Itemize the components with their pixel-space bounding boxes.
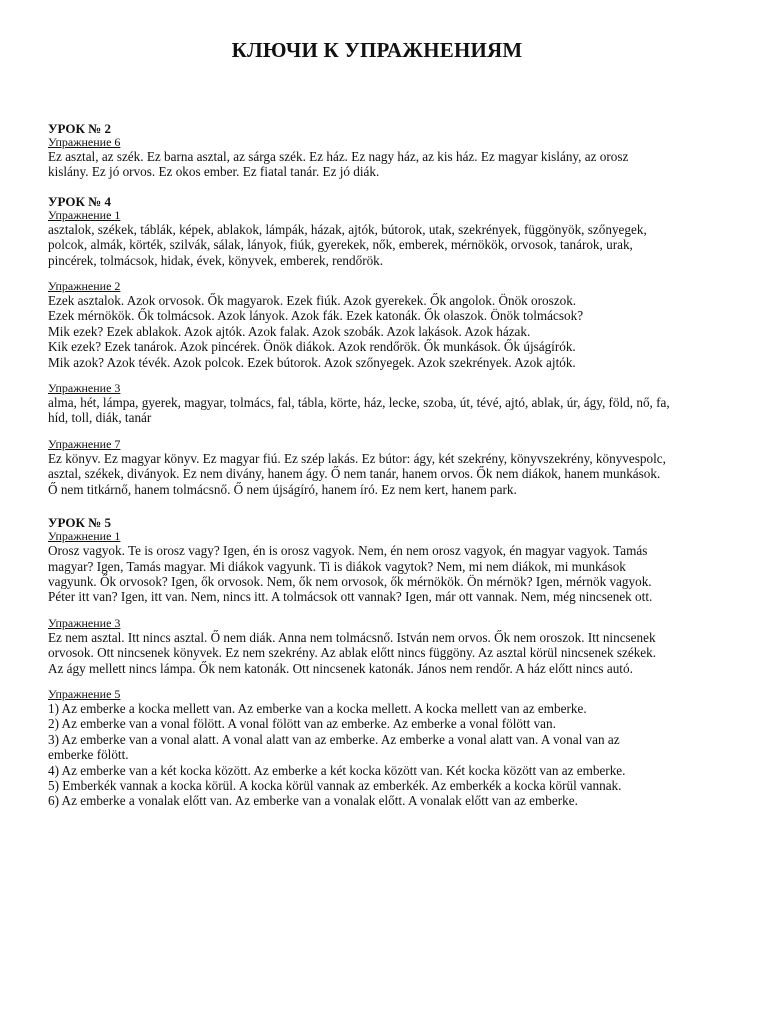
- lesson-title: УРОК № 2: [48, 121, 112, 136]
- text-line: 5) Emberkék vannak a kocka körül. A kocka körül vannak az emberkék. Az emberkék a kocka körül vannak.: [48, 777, 622, 793]
- text-line: Orosz vagyok. Te is orosz vagy? Igen, én is orosz vagyok. Nem, én nem orosz vagyok, én magyar vagyok. Tamás: [48, 543, 648, 559]
- exercise-title: Упражнение 3: [48, 381, 121, 396]
- exercise-title: Упражнение 5: [48, 686, 121, 701]
- document-content: [48, 121, 706, 809]
- exercise-text: [48, 395, 706, 426]
- text-line: Mik ezek? Ezek ablakok. Azok ajtók. Azok falak. Azok szobák. Azok lakások. Azok házak.: [48, 323, 531, 339]
- exercise-title: Упражнение 6: [48, 135, 121, 149]
- text-line: orvosok. Ott nincsenek könyvek. Ez nem szekrény. Az ablak előtt nincs függöny. Az asztal körül nincsenek székek.: [48, 645, 657, 661]
- exercise-title: Упражнение 1: [48, 529, 121, 544]
- text-line: híd, toll, diák, tanár: [48, 410, 152, 426]
- text-line: Ez könyv. Ez magyar könyv. Ez magyar fiú. Ez szép lakás. Ez bútor: ágy, két szekrény, könyvszekrény, könyvespolc,: [48, 450, 666, 466]
- text-line: vagyunk. Ők orvosok? Igen, ők orvosok. Nem, ők nem orvosok, ők mérnökök. Ön mérnök? Igen, mérnök vagyok.: [48, 573, 652, 589]
- exercise-title: Упражнение 1: [48, 207, 121, 222]
- exercise: [48, 617, 706, 676]
- exercise-text: [48, 149, 706, 180]
- lesson-section: [48, 121, 706, 180]
- text-line: 3) Az emberke van a vonal alatt. A vonal alatt van az emberke. Az emberke a vonal alatt van. A vonal van az: [48, 731, 620, 747]
- text-line: 6) Az emberke a vonalak előtt van. Az emberke van a vonalak előtt. A vonalak előtt van az emberke.: [48, 793, 578, 809]
- lesson-title: УРОК № 4: [48, 193, 112, 209]
- page-title: КЛЮЧИ К УПРАЖНЕНИЯМ: [231, 38, 523, 62]
- exercise: [48, 136, 706, 180]
- text-line: polcok, almák, körték, szilvák, sálak, lányok, fiúk, gyerekek, nők, emberek, mérnökök, orvosok, tanárok, urak,: [48, 237, 633, 253]
- text-line: Kik ezek? Ezek tanárok. Azok pincérek. Önök diákok. Azok rendőrök. Ők munkások. Ők újságírók.: [48, 339, 576, 355]
- text-line: Mik azok? Azok tévék. Azok polcok. Ezek bútorok. Azok szőnyegek. Azok szekrények. Azok ajtók.: [48, 354, 576, 370]
- text-line: Ő nem titkárnő, hanem tolmácsnő. Ő nem újságíró, hanem író. Ez nem kert, hanem park.: [48, 481, 517, 497]
- text-line: Ez asztal, az szék. Ez barna asztal, az sárga szék. Ez ház. Ez nagy ház, az kis ház. Ez magyar kislány, az orosz: [48, 149, 629, 164]
- exercise-title: Упражнение 7: [48, 436, 121, 451]
- exercise: [48, 382, 706, 426]
- lesson-title: УРОК № 5: [48, 515, 112, 531]
- text-line: alma, hét, lámpa, gyerek, magyar, tolmács, fal, tábla, körte, ház, lecke, szoba, út, tévé, ajtó, ablak, úr, ágy, föld, nő, fa,: [48, 395, 670, 411]
- exercise-text: [48, 222, 706, 268]
- exercise-title: Упражнение 2: [48, 279, 121, 294]
- text-line: Az ágy mellett nincs lámpa. Ők nem katonák. Ott nincsenek katonák. János nem rendőr. A ház előtt nincs autó.: [48, 660, 633, 676]
- exercise-title: Упражнение 3: [48, 615, 121, 630]
- lesson-section: [48, 194, 706, 497]
- text-line: Ez nem asztal. Itt nincs asztal. Ő nem diák. Anna nem tolmácsnő. István nem orvos. Ők nem oroszok. Itt nincsenek: [48, 629, 656, 645]
- text-line: Péter itt van? Igen, itt van. Nem, nincs itt. A tolmácsok ott vannak? Igen, már ott vannak. Nem, még nincsenek ott.: [48, 589, 653, 605]
- exercise: [48, 530, 706, 605]
- exercise-text: [48, 630, 706, 676]
- text-line: Ezek asztalok. Azok orvosok. Ők magyarok. Ezek fiúk. Azok gyerekek. Ők angolok. Önök oroszok.: [48, 293, 577, 309]
- exercise: [48, 280, 706, 370]
- text-line: kislány. Ez jó orvos. Ez okos ember. Ez fiatal tanár. Ez jó diák.: [48, 164, 380, 180]
- exercise-text: [48, 543, 706, 605]
- text-line: emberke fölött.: [48, 747, 129, 763]
- text-line: pincérek, tolmácsok, hidak, évek, könyvek, emberek, rendőrök.: [48, 252, 384, 268]
- exercise: [48, 688, 706, 809]
- text-line: magyar? Igen, Tamás magyar. Mi diákok vagyunk. Ti is diákok vagytok? Nem, mi nem diákok, mi munkások: [48, 558, 626, 574]
- text-line: Ezek mérnökök. Ők tolmácsok. Azok lányok. Azok fák. Ezek katonák. Ők olaszok. Önök tolmácsok?: [48, 308, 584, 324]
- exercise: [48, 209, 706, 268]
- text-line: 1) Az emberke a kocka mellett van. Az emberke van a kocka mellett. A kocka mellett van az emberke.: [48, 700, 587, 716]
- exercise-text: [48, 451, 706, 497]
- text-line: asztalok, székek, táblák, képek, ablakok, lámpák, házak, ajtók, bútorok, utak, szekrények, függönyök, szőnyegek,: [48, 221, 647, 237]
- text-line: 2) Az emberke van a vonal fölött. A vonal fölött van az emberke. Az emberke a vonal fölött van.: [48, 716, 556, 732]
- text-line: asztal, székek, diványok. Ez nem divány, hanem ágy. Ő nem tanár, hanem orvos. Ők nem diákok, hanem munkások.: [48, 466, 661, 482]
- lesson-section: [48, 515, 706, 809]
- exercise: [48, 438, 706, 497]
- exercise-text: [48, 293, 706, 370]
- text-line: 4) Az emberke van a két kocka között. Az emberke a két kocka között van. Két kocka között van az emberke.: [48, 762, 626, 778]
- exercise-text: [48, 701, 706, 809]
